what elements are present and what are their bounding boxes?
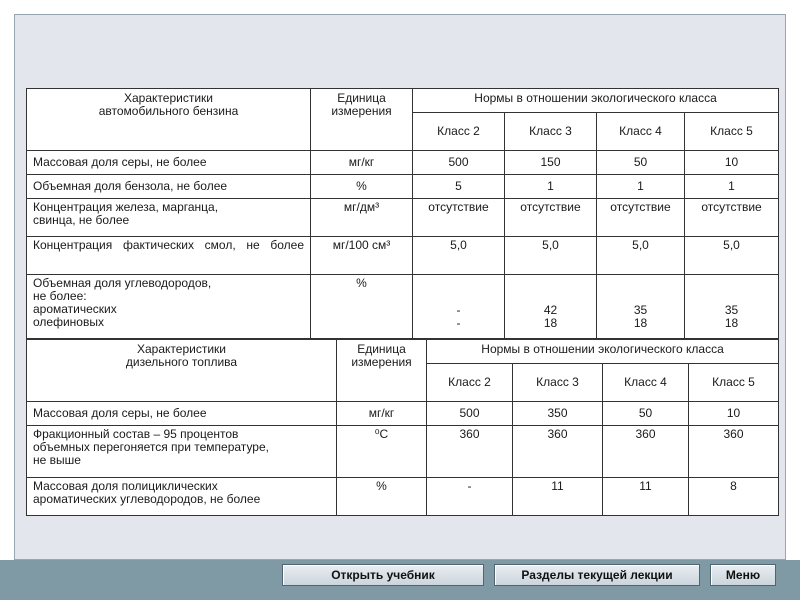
row-unit: мг/кг (311, 151, 413, 175)
row-value: 360 (689, 426, 779, 478)
header-characteristics: Характеристики дизельного топлива (27, 340, 337, 402)
row-value: 35 18 (685, 275, 779, 339)
table-row (27, 275, 779, 339)
row-value: 500 (427, 402, 513, 426)
row-value: 50 (597, 151, 685, 175)
header-class-5: Класс 5 (685, 113, 779, 151)
row-value: 360 (513, 426, 603, 478)
table-row (27, 199, 779, 237)
open-textbook-button[interactable]: Открыть учебник (282, 564, 484, 586)
header-class-5: Класс 5 (689, 364, 779, 402)
table-row (27, 151, 779, 175)
row-value: 5,0 (685, 237, 779, 275)
lecture-sections-button[interactable]: Разделы текущей лекции (494, 564, 700, 586)
row-unit: мг/дм³ (311, 199, 413, 237)
header-unit: Единица измерения (311, 89, 413, 151)
table-row (27, 426, 779, 478)
header-class-2: Класс 2 (413, 113, 505, 151)
row-name: Массовая доля полициклических ароматических углеводородов, не более (27, 478, 337, 516)
header-unit: Единица измерения (337, 340, 427, 402)
table-row (27, 175, 779, 199)
row-value: 42 18 (505, 275, 597, 339)
row-value: 5,0 (597, 237, 685, 275)
header-norms: Нормы в отношении экологического класса (413, 89, 779, 113)
row-unit: мг/кг (337, 402, 427, 426)
menu-button[interactable]: Меню (710, 564, 776, 586)
header-norms: Нормы в отношении экологического класса (427, 340, 779, 364)
row-value: 150 (505, 151, 597, 175)
row-value: 1 (505, 175, 597, 199)
row-value: 1 (685, 175, 779, 199)
header-class-4: Класс 4 (597, 113, 685, 151)
gasoline-spec-table (26, 88, 779, 339)
row-name: Концентрация железа, марганца, свинца, не более (27, 199, 311, 237)
row-value: 8 (689, 478, 779, 516)
header-class-4: Класс 4 (603, 364, 689, 402)
diesel-spec-table (26, 339, 779, 516)
row-value: 360 (427, 426, 513, 478)
row-value: 5,0 (413, 237, 505, 275)
row-unit: ⁰С (337, 426, 427, 478)
row-value: 50 (603, 402, 689, 426)
row-name: Объемная доля углеводородов, не более: ароматических олефиновых (27, 275, 311, 339)
row-value: отсутствие (685, 199, 779, 237)
row-value: - - (413, 275, 505, 339)
row-value: 360 (603, 426, 689, 478)
header-characteristics: Характеристики автомобильного бензина (27, 89, 311, 151)
row-value: отсутствие (505, 199, 597, 237)
row-value: 5,0 (505, 237, 597, 275)
row-value: 10 (685, 151, 779, 175)
row-value: 11 (513, 478, 603, 516)
header-class-2: Класс 2 (427, 364, 513, 402)
row-name: Фракционный состав – 95 процентов объемных перегоняется при температуре, не выше (27, 426, 337, 478)
header-class-3: Класс 3 (513, 364, 603, 402)
row-unit: мг/100 см³ (311, 237, 413, 275)
row-value: 35 18 (597, 275, 685, 339)
header-class-3: Класс 3 (505, 113, 597, 151)
row-name: Массовая доля серы, не более (27, 402, 337, 426)
row-value: 10 (689, 402, 779, 426)
table-row (27, 402, 779, 426)
row-value: отсутствие (413, 199, 505, 237)
row-value: 5 (413, 175, 505, 199)
table-row (27, 237, 779, 275)
row-value: 1 (597, 175, 685, 199)
row-name: Объемная доля бензола, не более (27, 175, 311, 199)
row-value: 11 (603, 478, 689, 516)
table-row (27, 478, 779, 516)
row-value: 350 (513, 402, 603, 426)
row-name: Концентрация фактических смол, не более (27, 237, 311, 275)
row-unit: % (311, 175, 413, 199)
row-value: - (427, 478, 513, 516)
row-value: 500 (413, 151, 505, 175)
row-value: отсутствие (597, 199, 685, 237)
row-unit: % (311, 275, 413, 339)
row-name: Массовая доля серы, не более (27, 151, 311, 175)
row-unit: % (337, 478, 427, 516)
